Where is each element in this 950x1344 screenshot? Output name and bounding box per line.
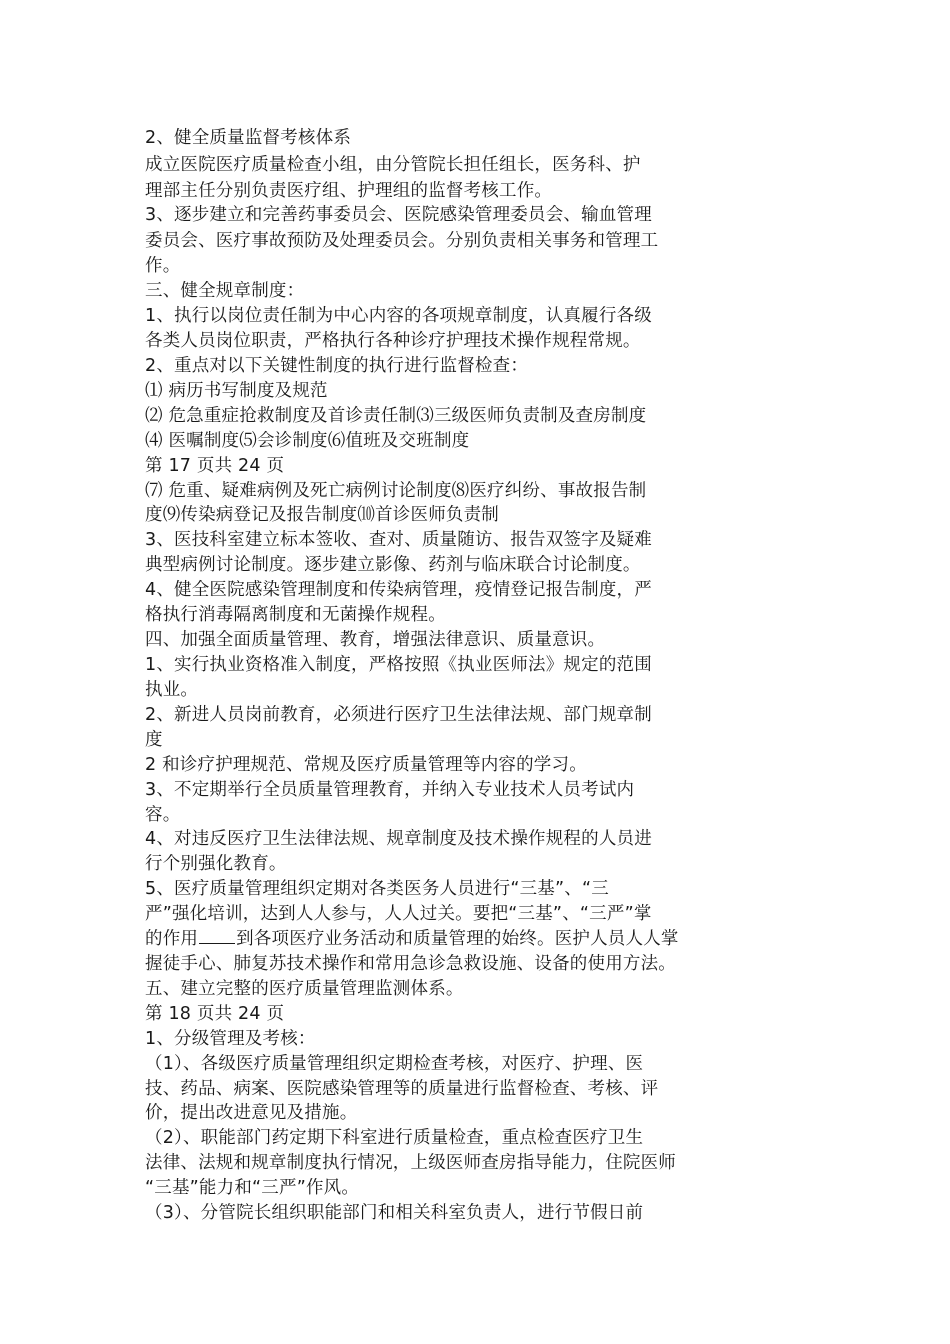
text-line: （2）、职能部门药定期下科室进行质量检查，重点检查医疗卫生 [145, 1128, 644, 1148]
text-line: 1、实行执业资格准入制度，严格按照《执业医师法》规定的范围 [145, 655, 652, 675]
section-heading: 2、健全质量监督考核体系 [145, 128, 352, 148]
blank-suffix: 到各项医疗业务活动和质量管理的始终。医护人员人人掌 [236, 929, 679, 949]
text-line: 典型病例讨论制度。逐步建立影像、药剂与临床联合讨论制度。 [145, 555, 641, 575]
text-line: （1）、各级医疗质量管理组织定期检查考核，对医疗、护理、医 [145, 1054, 644, 1074]
section-heading: 四、加强全面质量管理、教育，增强法律意识、质量意识。 [145, 630, 606, 650]
fill-in-blank [199, 929, 235, 944]
text-line: 握徒手心、肺复苏技术操作和常用急诊急救设施、设备的使用方法。 [145, 954, 676, 974]
section-heading: 三、健全规章制度： [145, 281, 305, 301]
text-line: 行个别强化教育。 [145, 854, 287, 874]
text-line: 成立医院医疗质量检查小组，由分管院长担任组长，医务科、护 [145, 155, 641, 175]
list-item: ⑺ 危重、疑难病例及死亡病例讨论制度⑻医疗纠纷、事故报告制 [145, 481, 647, 501]
text-line-with-blank [145, 927, 679, 951]
text-line: 4、对违反医疗卫生法律法规、规章制度及技术操作规程的人员进 [145, 829, 652, 849]
text-line: 5、医疗质量管理组织定期对各类医务人员进行“三基”、“三 [145, 879, 609, 899]
text-line: 2、新进人员岗前教育，必须进行医疗卫生法律法规、部门规章制 [145, 705, 652, 725]
text-line: 理部主任分别负责医疗组、护理组的监督考核工作。 [145, 181, 553, 201]
text-line: （3）、分管院长组织职能部门和相关科室负责人，进行节假日前 [145, 1203, 644, 1223]
text-line: 执业。 [145, 680, 199, 700]
text-line: 度 [145, 730, 163, 750]
text-line: 1、分级管理及考核： [145, 1029, 316, 1049]
text-line: 容。 [145, 805, 181, 825]
text-line: 技、药品、病案、医院感染管理等的质量进行监督检查、考核、评 [145, 1079, 659, 1099]
text-line: 3、不定期举行全员质量管理教育，并纳入专业技术人员考试内 [145, 780, 635, 800]
text-line: 4、健全医院感染管理制度和传染病管理，疫情登记报告制度，严 [145, 580, 652, 600]
text-line: 法律、法规和规章制度执行情况，上级医师查房指导能力，住院医师 [145, 1153, 676, 1173]
list-item: 度⑼传染病登记及报告制度⑽首诊医师负责制 [145, 505, 499, 525]
text-line: 2 和诊疗护理规范、常规及医疗质量管理等内容的学习。 [145, 755, 587, 775]
section-heading: 五、建立完整的医疗质量管理监测体系。 [145, 979, 464, 999]
text-line: 3、医技科室建立标本签收、查对、质量随访、报告双签字及疑难 [145, 530, 652, 550]
text-line: 3、逐步建立和完善药事委员会、医院感染管理委员会、输血管理 [145, 205, 652, 225]
blank-prefix: 的作用 [145, 929, 199, 949]
page-number: 第 17 页共 24 页 [145, 456, 285, 476]
text-line: 各类人员岗位职责，严格执行各种诊疗护理技术操作规程常规。 [145, 331, 641, 351]
text-line: 格执行消毒隔离制度和无菌操作规程。 [145, 605, 446, 625]
list-item: ⑷ 医嘱制度⑸会诊制度⑹值班及交班制度 [145, 431, 470, 451]
text-line: 1、执行以岗位责任制为中心内容的各项规章制度，认真履行各级 [145, 306, 652, 326]
list-item: ⑴ 病历书写制度及规范 [145, 381, 328, 401]
text-line: 委员会、医疗事故预防及处理委员会。分别负责相关事务和管理工 [145, 231, 659, 251]
text-line: 2、重点对以下关键性制度的执行进行监督检查： [145, 356, 529, 376]
text-line: “三基”能力和“三严”作风。 [145, 1178, 360, 1198]
text-line: 严”强化培训，达到人人参与，人人过关。要把“三基”、“三严”掌 [145, 904, 652, 924]
text-line: 价，提出改进意见及措施。 [145, 1103, 358, 1123]
page-number: 第 18 页共 24 页 [145, 1004, 285, 1024]
list-item: ⑵ 危急重症抢救制度及首诊责任制⑶三级医师负责制及查房制度 [145, 406, 647, 426]
text-line: 作。 [145, 256, 181, 276]
